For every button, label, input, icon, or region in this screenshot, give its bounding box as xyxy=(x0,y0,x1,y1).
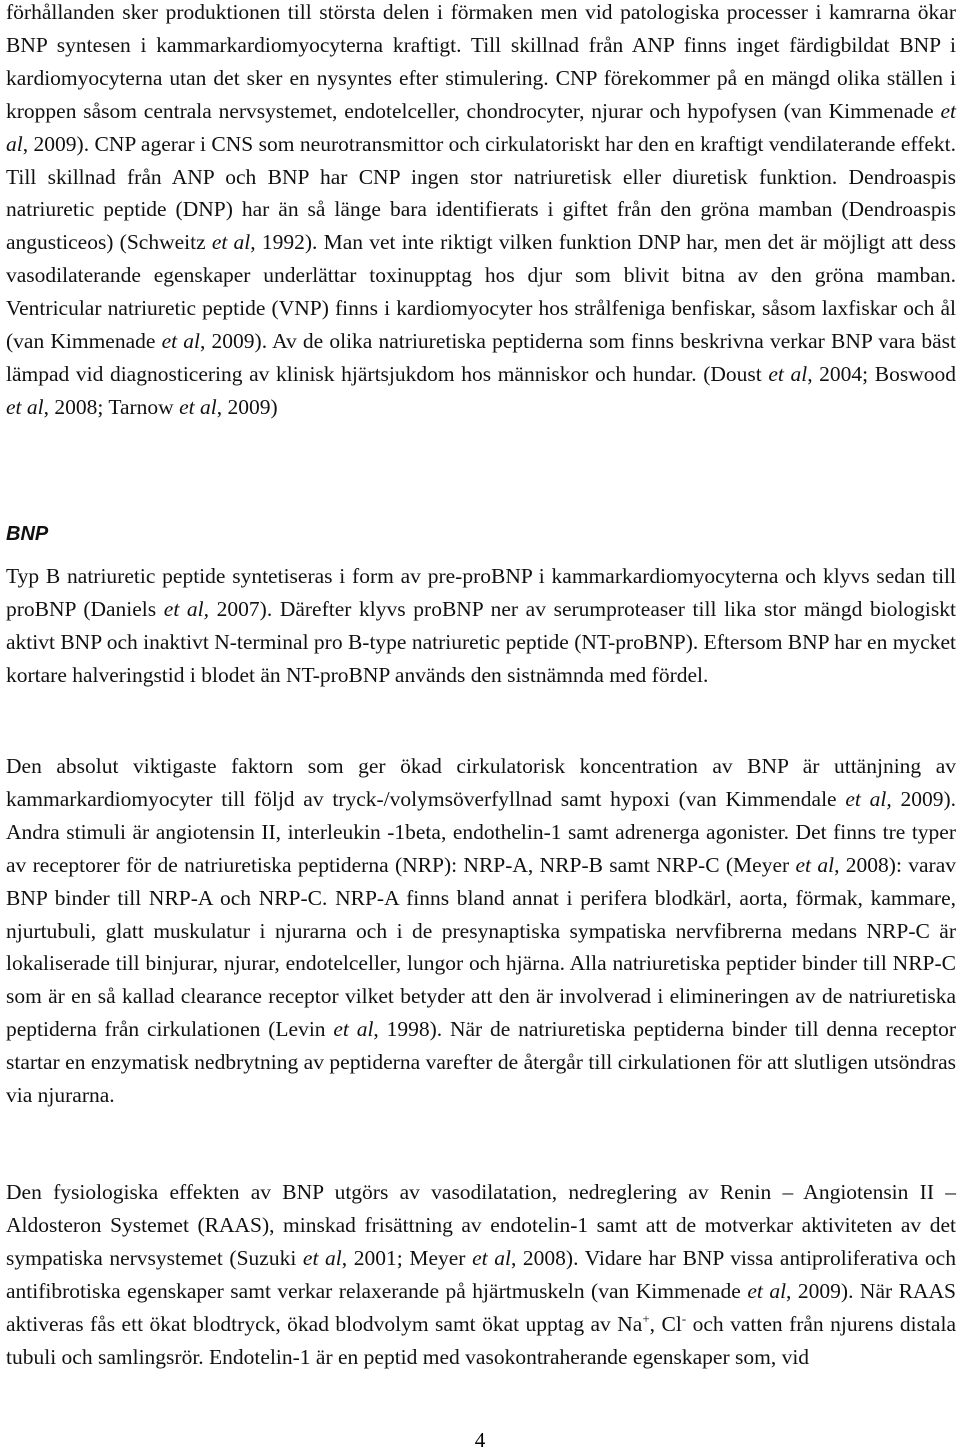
text-run: , 2004; Boswood xyxy=(807,361,956,386)
citation-et-al: et al xyxy=(179,394,217,419)
paragraph-bnp-synthesis xyxy=(6,560,956,692)
text-run: , 2001; Meyer xyxy=(341,1245,473,1270)
text-run: , 2008). Vidare har BNP vissa antiproliferativa och antifibrotiska egenskaper samt verkar relaxerande på hjärtmuskeln (van Kimmenade xyxy=(6,1245,956,1303)
text-run: 2009). Andra stimuli är angiotensin II, interleukin -1beta, endothelin-1 samt adrenerga agonister. Det finns tre typer av receptorer för de natriuretiska peptiderna (NRP): NRP-A, NRP-B samt NRP-C (Meyer xyxy=(6,786,956,877)
text-run: Den absolut viktigaste faktorn som ger ökad cirkulatorisk koncentration av BNP är uttänjning av kammarkardiomyocyter till följd av tryck-/volymsöverfyllnad samt hypoxi (van Kimmendale xyxy=(6,754,956,811)
paragraph-bnp-stimuli-receptors xyxy=(6,750,956,1112)
citation-et-al: et al, xyxy=(845,786,892,811)
citation-et-al: et al xyxy=(795,852,835,877)
text-run: förhållanden sker produktionen till största delen i förmaken men vid patologiska processer i kamrarna ökar BNP syntesen i kammarkardiomyocyterna kraftigt. Till skillnad från ANP finns inget färdigbildat BNP i kardiomyocyterna utan det sker en nysyntes efter stimulering. CNP förekommer på en mängd olika ställen i kroppen såsom centrala nervsystemet, endotelceller, chondrocyter, njurar och hypofysen (van Kimmenade xyxy=(6,0,956,123)
citation-et-al: et al xyxy=(333,1017,374,1042)
text-run: , 2009) xyxy=(216,394,278,419)
citation-et-al: et al xyxy=(472,1245,511,1270)
paragraph-natriuretic-peptides xyxy=(6,0,956,424)
citation-et-al: et al, xyxy=(163,596,210,621)
text-run: , 2009). Av de olika natriuretiska peptiderna som finns beskrivna verkar BNP vara bäst lämpad vid diagnosticering av klinisk hjärtsjukdom hos människor och hundar. (Doust xyxy=(6,329,956,386)
text-run: , 2008): varav BNP binder till NRP-A och NRP-C. NRP-A finns bland annat i perifera blodkärl, aorta, förmak, kammare, njurtubuli, glatt muskulatur i njurarna och i de presynaptiska sympatiska nervfibrerna medans NRP-C är lokaliserade till binjurar, njurar, endotelceller, lungor och hjärna. Alla natriuretiska peptider binder till NRP-C som är en så kallad clearance receptor vilket betyder att den är involverad i elimineringen av de natriuretiska peptiderna från cirkulationen (Levin xyxy=(6,852,956,1042)
citation-et-al: et al xyxy=(6,98,956,156)
text-run: , 2009). När RAAS aktiveras fås ett ökat blodtryck, ökad blodvolym samt ökat upptag av Na xyxy=(6,1278,956,1336)
text-run: , 1998). När de natriuretiska peptiderna binder till denna receptor startar en enzymatisk nedbrytning av peptiderna varefter de återgår till cirkulationen för att slutligen utsöndras via njurarna. xyxy=(6,1017,956,1108)
section-heading-bnp: BNP xyxy=(6,523,49,545)
text-run: , Cl xyxy=(649,1311,682,1336)
text-run: Den fysiologiska effekten av BNP utgörs av vasodilatation, nedreglering av Renin – Angiotensin II – Aldosteron Systemet (RAAS), minskad frisättning av endotelin-1 samt att de motverkar aktiviteten av det sympatiska nervsystemet (Suzuki xyxy=(6,1180,956,1270)
document-page xyxy=(6,0,956,1456)
citation-et-al: et al xyxy=(6,394,44,419)
citation-et-al: et al xyxy=(211,230,251,255)
text-run: och vatten från njurens distala tubuli och samlingsrör. Endotelin-1 är en peptid med vasokontraherande egenskaper som, vid xyxy=(6,1311,956,1369)
text-run: , 2009). CNP agerar i CNS som neurotransmittor och cirkulatoriskt har den en kraftigt vendilaterande effekt. Till skillnad från ANP och BNP har CNP ingen stor natriuretisk eller diuretisk funktion. Dendroaspis natriuretic peptide (DNP) har än så länge bara identifierats i giftet från den gröna mamban (Dendroaspis angusticeos) (Schweitz xyxy=(6,131,956,255)
citation-et-al: et al xyxy=(768,361,808,386)
citation-et-al: et al xyxy=(161,329,201,354)
citation-et-al: et al xyxy=(302,1245,342,1270)
paragraph-bnp-physiology xyxy=(6,1176,956,1373)
superscript-plus: + xyxy=(642,1310,650,1326)
text-run: 2007). Därefter klyvs proBNP ner av serumproteaser till lika stor mängd biologiskt aktivt BNP och inaktivt N-terminal pro B-type natriuretic peptide (NT-proBNP). Eftersom BNP har en mycket kortare halveringstid i blodet än NT-proBNP används den sistnämnda med fördel. xyxy=(6,596,956,687)
text-run: , 2008; Tarnow xyxy=(43,394,180,419)
page-number: 4 xyxy=(474,1428,486,1452)
citation-et-al: et al xyxy=(747,1278,787,1303)
superscript-minus: - xyxy=(681,1310,687,1326)
text-run: Typ B natriuretic peptide syntetiseras i form av pre-proBNP i kammarkardiomyocyterna och klyvs sedan till proBNP (Daniels xyxy=(6,564,956,621)
text-run: , 1992). Man vet inte riktigt vilken funktion DNP har, men det är möjligt att dess vasodilaterande egenskaper underlättar toxinupptag hos djur som blivit bitna av den gröna mamban. Ventricular natriuretic peptide (VNP) finns i kardiomyocyter hos strålfeniga benfiskar, såsom laxfiskar och ål (van Kimmenade xyxy=(6,230,956,354)
